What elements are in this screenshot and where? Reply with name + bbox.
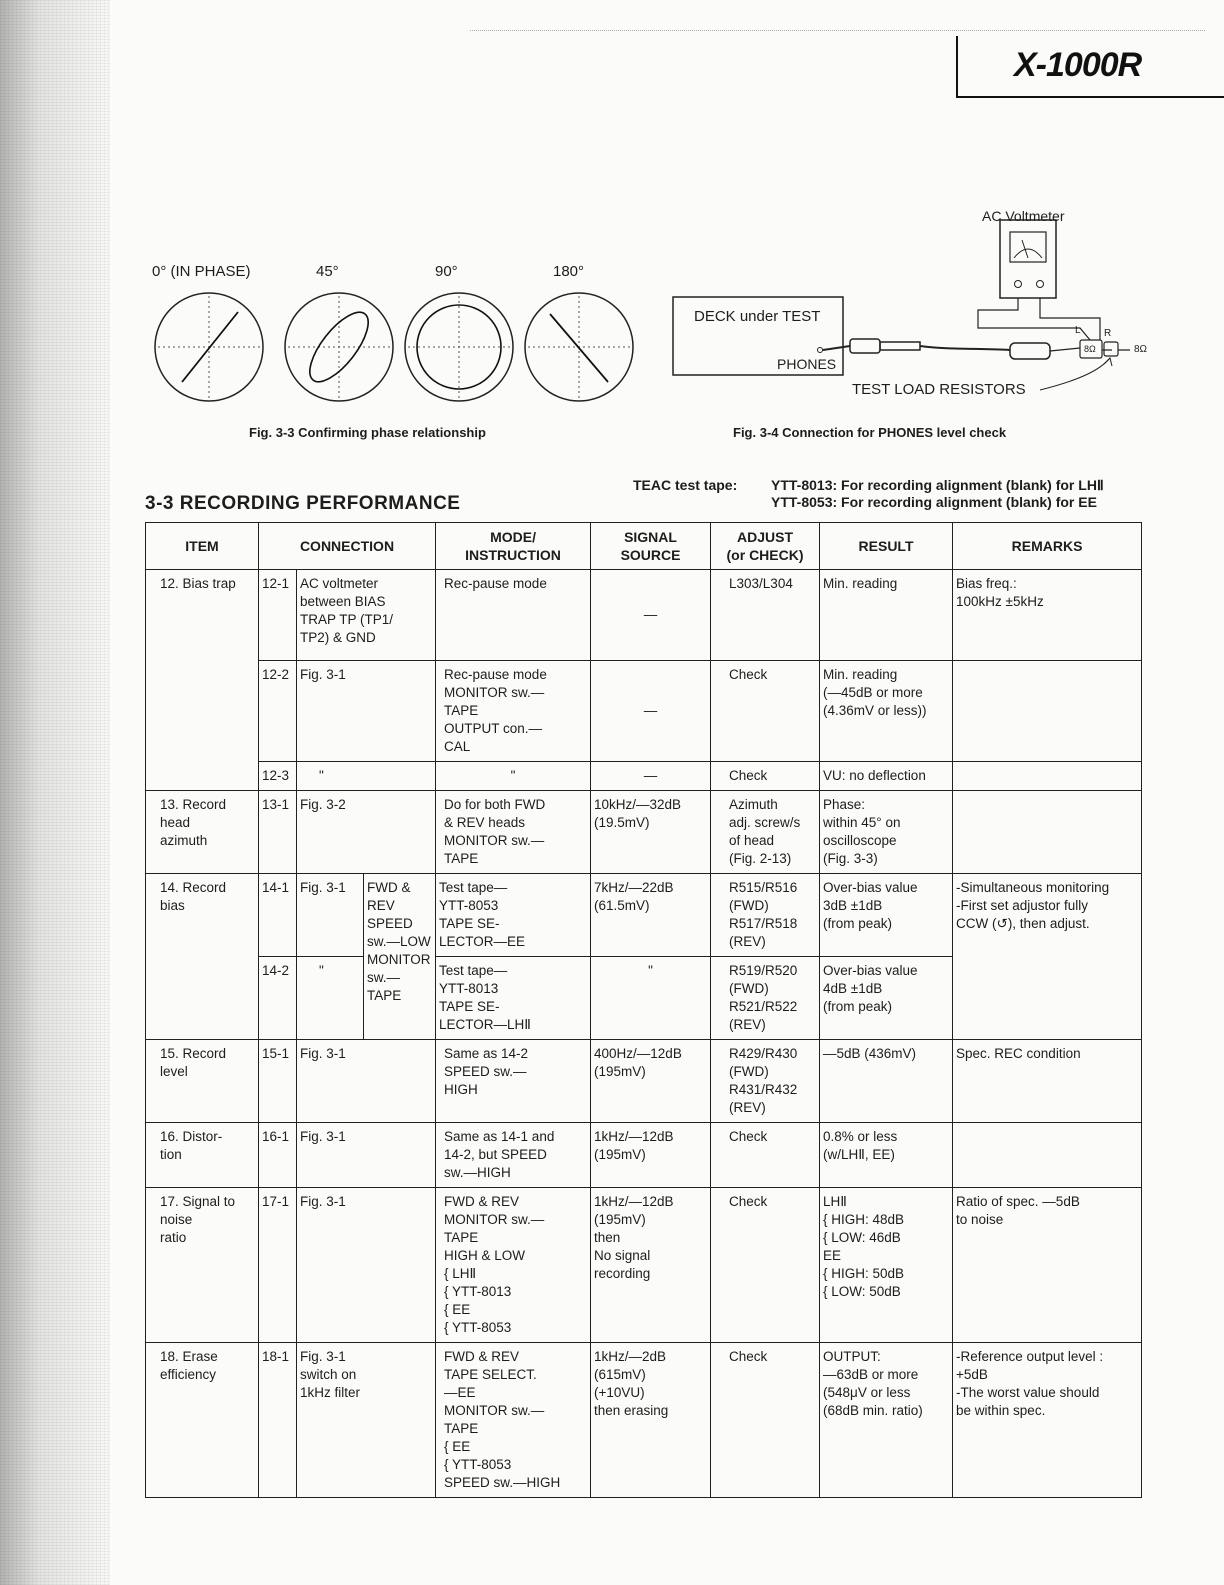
recording-performance-table [145,522,1142,1498]
step-cell: 15-1 [259,1040,297,1123]
item-cell: 14. Record bias [146,874,259,1040]
header-mode: MODE/ INSTRUCTION [436,523,591,570]
remarks-cell: -Simultaneous monitoring -First set adjustor fully CCW (↺), then adjust. [953,874,1142,1040]
signal-cell: — [591,661,711,762]
adjust-cell: Azimuth adj. screw/s of head (Fig. 2-13) [711,791,820,874]
l-label: L [1075,325,1081,336]
item-cell: 12. Bias trap [146,570,259,791]
item-cell: 16. Distor- tion [146,1123,259,1188]
signal-cell: " [591,957,711,1040]
item-cell: 13. Record head azimuth [146,791,259,874]
result-cell: Min. reading (—45dB or more (4.36mV or less)) [820,661,953,762]
adjust-cell: L303/L304 [711,570,820,661]
fig-3-3-caption: Fig. 3-3 Confirming phase relationship [249,425,486,440]
adjust-cell: Check [711,661,820,762]
connection-cell: Fig. 3-1 [297,661,436,762]
header-connection: CONNECTION [259,523,436,570]
signal-cell: — [591,762,711,791]
fig-3-4-caption: Fig. 3-4 Connection for PHONES level check [733,425,1007,440]
connection-sub-cell: FWD & REV SPEED sw.—LOW MONITOR sw.—TAPE [364,874,436,1040]
ohm-l-label: 8Ω [1084,344,1096,354]
tape-note-line-2: YTT-8053: For recording alignment (blank) for EE [771,494,1097,510]
signal-cell: — [591,570,711,661]
table-row [146,874,1142,957]
connection-cell: Fig. 3-2 [297,791,436,874]
ohm-r-label: 8Ω [1134,344,1148,355]
mode-cell: Test tape— YTT-8013 TAPE SE- LECTOR—LHⅡ [436,957,591,1040]
header-signal: SIGNAL SOURCE [591,523,711,570]
result-cell: Over-bias value 4dB ±1dB (from peak) [820,957,953,1040]
step-cell: 16-1 [259,1123,297,1188]
connection-cell: Fig. 3-1 [297,1188,436,1343]
step-cell: 12-1 [259,570,297,661]
result-cell: Min. reading [820,570,953,661]
remarks-cell [953,661,1142,762]
adjust-cell: R429/R430 (FWD) R431/R432 (REV) [711,1040,820,1123]
fig-3-4-phones-connection [660,200,1160,410]
top-rule [470,30,1205,31]
remarks-cell: Ratio of spec. —5dB to noise [953,1188,1142,1343]
scope-90-degree [402,290,516,404]
header-item: ITEM [146,523,259,570]
phase-label-90: 90° [435,263,458,280]
remarks-cell [953,762,1142,791]
deck-label: DECK under TEST [694,308,821,325]
result-cell: Over-bias value 3dB ±1dB (from peak) [820,874,953,957]
result-cell: 0.8% or less (w/LHⅡ, EE) [820,1123,953,1188]
step-cell: 12-3 [259,762,297,791]
test-load-resistors-label: TEST LOAD RESISTORS [852,381,1026,398]
adjust-cell: R519/R520 (FWD) R521/R522 (REV) [711,957,820,1040]
table-row [146,1040,1142,1123]
phase-label-0: 0° (IN PHASE) [152,263,251,280]
table-header-row [146,523,1142,570]
result-cell: Phase: within 45° on oscilloscope (Fig. 3-3) [820,791,953,874]
section-title: 3-3 RECORDING PERFORMANCE [145,493,461,514]
phones-connection-drawing [660,200,1160,410]
phase-label-45: 45° [316,263,339,280]
remarks-cell [953,1123,1142,1188]
table-row [146,762,1142,791]
adjust-cell: Check [711,762,820,791]
connection-cell: Fig. 3-1 [297,1040,436,1123]
signal-cell: 400Hz/—12dB (195mV) [591,1040,711,1123]
table-row [146,1188,1142,1343]
phase-label-180: 180° [553,263,585,280]
signal-cell: 1kHz/—12dB (195mV) then No signal recording [591,1188,711,1343]
connection-cell: Fig. 3-1 [297,1123,436,1188]
step-cell: 12-2 [259,661,297,762]
header-result: RESULT [820,523,953,570]
tape-note-line-1: YTT-8013: For recording alignment (blank) for LHⅡ [771,477,1104,493]
scan-edge-shading [0,0,110,1585]
step-cell: 18-1 [259,1343,297,1498]
remarks-cell [953,791,1142,874]
remarks-cell: Bias freq.: 100kHz ±5kHz [953,570,1142,661]
scope-0-degree [152,290,266,404]
mode-cell: FWD & REV TAPE SELECT. —EE MONITOR sw.— TAPE { EE { YTT-8053 SPEED sw.—HIGH [436,1343,591,1498]
scope-45-degree [282,290,396,404]
step-cell: 13-1 [259,791,297,874]
step-cell: 14-1 [259,874,297,957]
model-title: X-1000R [1014,46,1142,84]
connection-cell: Fig. 3-1 switch on 1kHz filter [297,1343,436,1498]
connection-cell: Fig. 3-1 [297,874,364,957]
adjust-cell: Check [711,1188,820,1343]
result-cell: VU: no deflection [820,762,953,791]
signal-cell: 7kHz/—22dB (61.5mV) [591,874,711,957]
table-row [146,1123,1142,1188]
header-adjust: ADJUST (or CHECK) [711,523,820,570]
item-cell: 15. Record level [146,1040,259,1123]
table-row [146,791,1142,874]
remarks-cell: -Reference output level : +5dB -The worst value should be within spec. [953,1343,1142,1498]
step-cell: 17-1 [259,1188,297,1343]
item-cell: 17. Signal to noise ratio [146,1188,259,1343]
adjust-cell: Check [711,1343,820,1498]
mode-cell: Same as 14-1 and 14-2, but SPEED sw.—HIGH [436,1123,591,1188]
step-cell: 14-2 [259,957,297,1040]
mode-cell: Do for both FWD & REV heads MONITOR sw.— TAPE [436,791,591,874]
mode-cell: " [436,762,591,791]
table-row [146,1343,1142,1498]
signal-cell: 1kHz/—2dB (615mV) (+10VU) then erasing [591,1343,711,1498]
r-label: R [1104,328,1112,339]
connection-cell: " [297,762,436,791]
remarks-cell: Spec. REC condition [953,1040,1142,1123]
table-row [146,661,1142,762]
fig-3-3-phase-figure [150,255,600,415]
result-cell: —5dB (436mV) [820,1040,953,1123]
adjust-cell: Check [711,1123,820,1188]
item-cell: 18. Erase efficiency [146,1343,259,1498]
signal-cell: 1kHz/—12dB (195mV) [591,1123,711,1188]
adjust-cell: R515/R516 (FWD) R517/R518 (REV) [711,874,820,957]
signal-cell: 10kHz/—32dB (19.5mV) [591,791,711,874]
connection-cell: AC voltmeter between BIAS TRAP TP (TP1/ TP2) & GND [297,570,436,661]
connection-cell: " [297,957,364,1040]
result-cell: OUTPUT: —63dB or more (548μV or less (68dB min. ratio) [820,1343,953,1498]
mode-cell: FWD & REV MONITOR sw.— TAPE HIGH & LOW { LHⅡ { YTT-8013 { EE { YTT-8053 [436,1188,591,1343]
phones-label: PHONES [777,356,837,372]
tape-note-label: TEAC test tape: [633,477,738,493]
mode-cell: Rec-pause mode MONITOR sw.— TAPE OUTPUT con.— CAL [436,661,591,762]
mode-cell: Test tape— YTT-8053 TAPE SE- LECTOR—EE [436,874,591,957]
result-cell: LHⅡ { HIGH: 48dB { LOW: 46dB EE { HIGH: 50dB { LOW: 50dB [820,1188,953,1343]
mode-cell: Rec-pause mode [436,570,591,661]
scope-180-degree [522,290,636,404]
ac-voltmeter-label: AC Voltmeter [982,208,1065,224]
table-row [146,570,1142,661]
header-remarks: REMARKS [953,523,1142,570]
mode-cell: Same as 14-2 SPEED sw.— HIGH [436,1040,591,1123]
